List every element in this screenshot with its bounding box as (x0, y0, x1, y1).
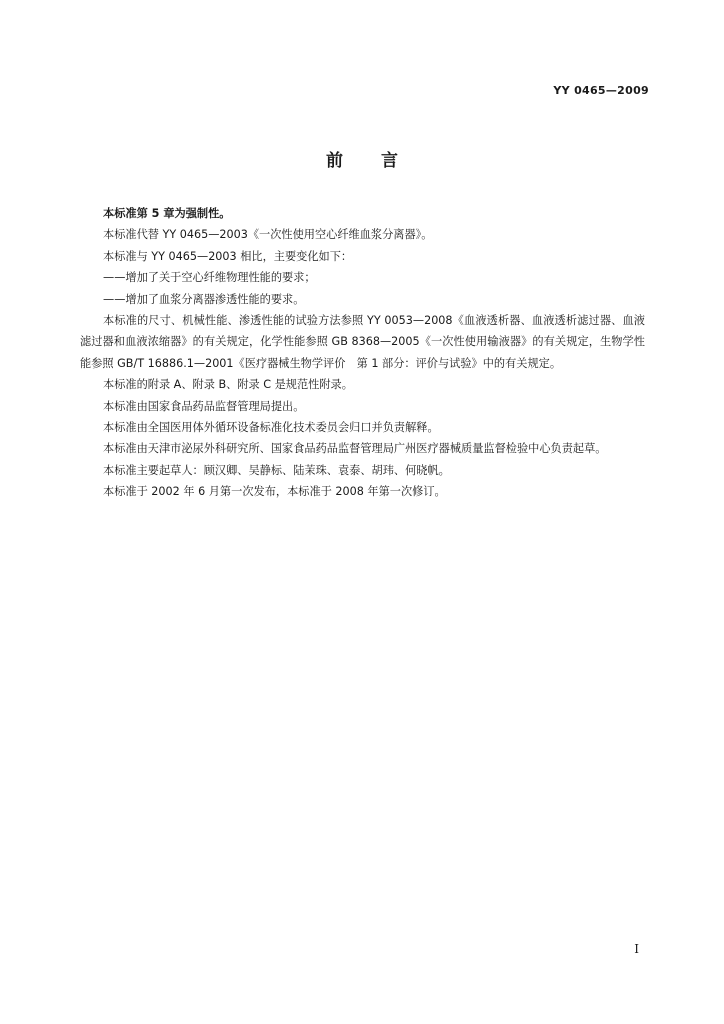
paragraph-mandatory-chapter: 本标准第 5 章为强制性。 (103, 207, 231, 220)
section-title: 前言 (326, 151, 436, 171)
paragraph-publication-history: 本标准于 2002 年 6 月第一次发布，本标准于 2008 年第一次修订。 (103, 485, 446, 499)
paragraph-drafted-by: 本标准由天津市泌尿外科研究所、国家食品药品监督管理局广州医疗器械质量监督检验中心负责起草。 (103, 442, 607, 456)
paragraph-test-methods: 本标准的尺寸、机械性能、渗透性能的试验方法参照 YY 0053—2008《血液透析器、血液透析滤过器、血液滤过器和血液浓缩器》的有关规定，化学性能参照 GB 8368—2005《一次性使用输液器》的有关规定，生物学性能参照 GB/T 16886.1—2001《医疗器械生物学评价 第 1 部分：评价与试验》中的有关规定。 (80, 314, 645, 370)
paragraph-changes-intro: 本标准与 YY 0465—2003 相比，主要变化如下： (103, 249, 353, 263)
paragraph-change-item-2: ——增加了血浆分离器渗透性能的要求。 (103, 292, 305, 306)
paragraph-appendices: 本标准的附录 A、附录 B、附录 C 是规范性附录。 (103, 378, 353, 392)
paragraph-change-item-1: ——增加了关于空心纤维物理性能的要求； (103, 271, 316, 285)
standard-code: YY 0465—2009 (553, 84, 649, 97)
paragraph-proposed-by: 本标准由国家食品药品监督管理局提出。 (103, 399, 305, 413)
foreword-body (80, 203, 645, 503)
paragraph-main-drafters: 本标准主要起草人：顾汉卿、吴静标、陆茉珠、袁泰、胡玮、何晓帆。 (103, 463, 450, 477)
page-number: I (634, 942, 639, 956)
paragraph-managed-by: 本标准由全国医用体外循环设备标准化技术委员会归口并负责解释。 (103, 421, 439, 435)
paragraph-replaces: 本标准代替 YY 0465—2003《一次性使用空心纤维血浆分离器》。 (103, 228, 433, 242)
